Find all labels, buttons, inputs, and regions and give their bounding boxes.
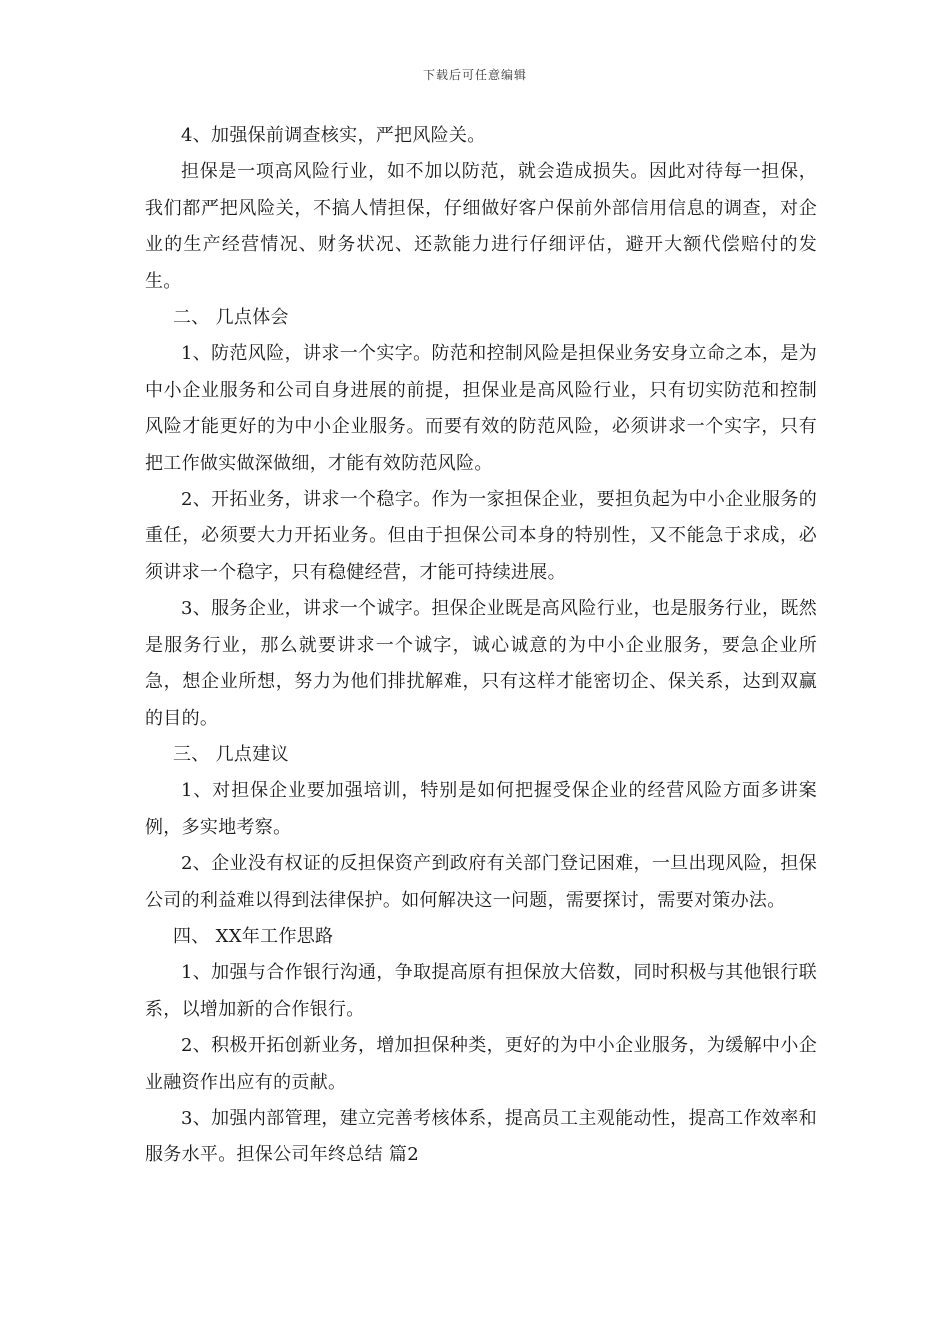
paragraph-plan-2: 2、积极开拓创新业务，增加担保种类，更好的为中小企业服务，为缓解中小企业融资作出应有的贡献。: [145, 1035, 817, 1093]
section-heading-work-plan: 四、 XX年工作思路: [173, 925, 334, 947]
paragraph-plan-3: 3、加强内部管理，建立完善考核体系，提高员工主观能动性，提高工作效率和服务水平。担保公司年终总结 篇2: [145, 1107, 817, 1166]
section-heading-experience: 二、 几点体会: [173, 307, 289, 329]
paragraph-suggestion-1: 1、对担保企业要加强培训，特别是如何把握受保企业的经营风险方面多讲案例，多实地考察。: [145, 780, 817, 838]
paragraph-experience-3: 3、服务企业，讲求一个诚字。担保企业既是高风险行业，也是服务行业，既然是服务行业，那么就要讲求一个诚字，诚心诚意的为中小企业服务，要急企业所急，想企业所想，努力为他们排扰解难，只有这样才能密切企、保关系，达到双赢的目的。: [145, 598, 817, 729]
page-header-note: 下载后可任意编辑: [422, 68, 527, 82]
paragraph-experience-2: 2、开拓业务，讲求一个稳字。作为一家担保企业，要担负起为中小企业服务的重任，必须要大力开拓业务。但由于担保公司本身的特别性，又不能急于求成，必须讲求一个稳字，只有稳健经营，才能可持续进展。: [145, 489, 817, 583]
paragraph-risk-check-body: 担保是一项高风险行业，如不加以防范，就会造成损失。因此对待每一担保，我们都严把风险关，不搞人情担保，仔细做好客户保前外部信用信息的调查，对企业的生产经营情况、财务状况、还款能力进行仔细评估，避开大额代偿赔付的发生。: [145, 161, 817, 292]
section-heading-suggestions: 三、 几点建议: [173, 743, 289, 765]
paragraph-plan-1: 1、加强与合作银行沟通，争取提高原有担保放大倍数，同时积极与其他银行联系，以增加新的合作银行。: [145, 962, 817, 1020]
paragraph-suggestion-2: 2、企业没有权证的反担保资产到政府有关部门登记困难，一旦出现风险，担保公司的利益难以得到法律保护。如何解决这一问题，需要探讨，需要对策办法。: [145, 853, 817, 911]
paragraph-risk-check-title: 4、加强保前调查核实，严把风险关。: [181, 125, 486, 146]
document-body: [145, 118, 817, 1174]
paragraph-experience-1: 1、防范风险，讲求一个实字。防范和控制风险是担保业务安身立命之本，是为中小企业服务和公司自身进展的前提，担保业是高风险行业，只有切实防范和控制风险才能更好的为中小企业服务。而要有效的防范风险，必须讲求一个实字，只有把工作做实做深做细，才能有效防范风险。: [145, 343, 817, 474]
